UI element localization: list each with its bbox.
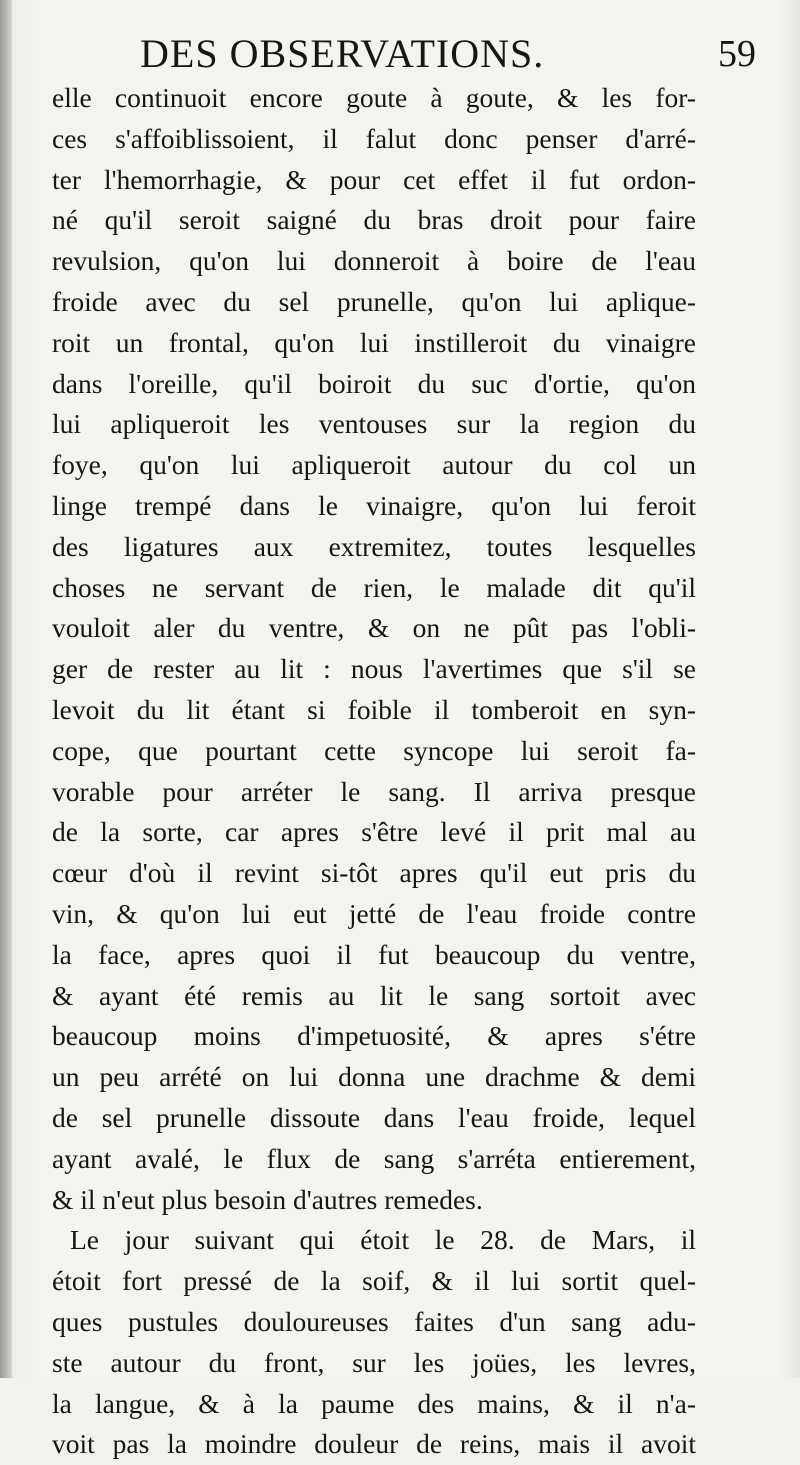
text-line: voit pas la moindre douleur de reins, mais il avoit [52,1428,696,1460]
text-line: ger de rester au lit : nous l'avertimes que s'il se [52,653,696,685]
text-line: ste autour du front, sur les joües, les levres, [52,1346,696,1378]
text-line: des ligatures aux extremitez, toutes lesquelles [52,530,696,562]
text-line: foye, qu'on lui apliqueroit autour du col un [52,449,696,481]
text-line: dans l'oreille, qu'il boiroit du suc d'ortie, qu'on [52,367,696,399]
text-line: beaucoup moins d'impetuosité, & apres s'étre [52,1020,696,1052]
text-line: vin, & qu'on lui eut jetté de l'eau froide contre [52,897,696,929]
text-line: vouloit aler du ventre, & on ne pût pas l'obli- [52,612,696,644]
page-number: 59 [718,33,756,75]
text-line: cope, que pourtant cette syncope lui seroit fa- [52,734,696,766]
text-line: levoit du lit étant si foible il tomberoit en syn- [52,693,696,725]
body-text [52,78,696,1465]
text-line: la face, apres quoi il fut beaucoup du ventre, [52,938,696,970]
text-line: étoit fort pressé de la soif, & il lui sortit quel- [52,1265,696,1297]
text-line: de sel prunelle dissoute dans l'eau froide, lequel [52,1101,696,1133]
text-line: ques pustules douloureuses faites d'un sang adu- [52,1305,696,1337]
text-line: revulsion, qu'on lui donneroit à boire de l'eau [52,245,696,277]
page-gutter-shadow [0,0,12,1378]
text-line: froide avec du sel prunelle, qu'on lui aplique- [52,285,696,317]
text-line: elle continuoit encore goute à goute, & les for- [52,82,696,113]
text-line: un peu arrété on lui donna une drachme & demi [52,1061,696,1093]
text-line: roit un frontal, qu'on lui instilleroit du vinaigre [52,326,696,358]
text-line: lui apliqueroit les ventouses sur la region du [52,408,696,440]
text-line: choses ne servant de rien, le malade dit qu'il [52,571,696,603]
text-line: ces s'affoiblissoient, il falut donc penser d'arré- [52,122,696,154]
text-line: vorable pour arréter le sang. Il arriva presque [52,775,696,807]
text-line: la langue, & à la paume des mains, & il n'a- [52,1387,696,1419]
paragraph-end-line: & il n'eut plus besoin d'autres remedes. [52,1183,483,1215]
text-line: de la sorte, car apres s'être levé il prit mal au [52,816,696,848]
paragraph-start-line: Le jour suivant qui étoit le 28. de Mars, il [70,1224,696,1256]
running-title: DES OBSERVATIONS. [140,31,545,76]
text-line: ayant avalé, le flux de sang s'arréta entierement, [52,1142,696,1174]
text-line: cœur d'où il revint si-tôt apres qu'il eut pris du [52,857,696,889]
text-line: & ayant été remis au lit le sang sortoit avec [52,979,696,1011]
text-line: ter l'hemorrhagie, & pour cet effet il fut ordon- [52,163,696,195]
page-header [140,26,760,82]
text-line: linge trempé dans le vinaigre, qu'on lui feroit [52,489,696,521]
text-line: né qu'il seroit saigné du bras droit pour faire [52,204,696,236]
